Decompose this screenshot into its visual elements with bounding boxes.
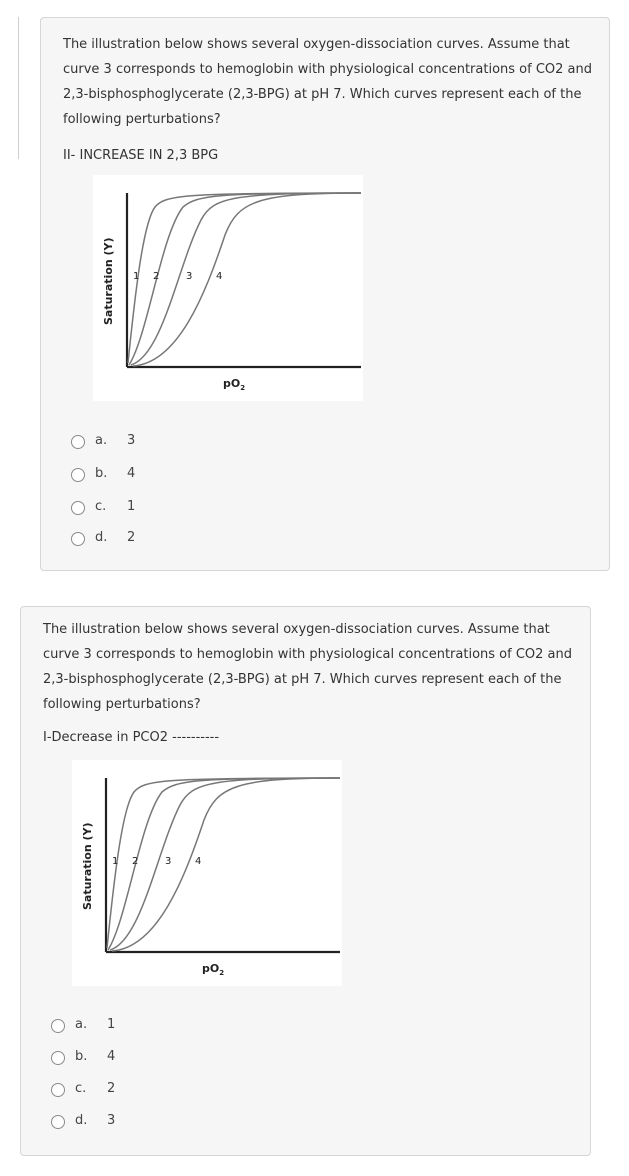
option-value: 1 bbox=[107, 1017, 116, 1032]
x-axis-label: $pO_2$ bbox=[223, 377, 246, 392]
question-line: The illustration below shows several oxygen-dissociation curves. Assume that bbox=[43, 622, 550, 637]
question-line: following perturbations? bbox=[63, 112, 221, 127]
answer-option-d[interactable] bbox=[51, 1112, 171, 1134]
left-border-line bbox=[18, 17, 19, 159]
answer-option-a[interactable] bbox=[51, 1016, 171, 1038]
question-line: 2,3-bisphosphoglycerate (2,3-BPG) at pH 7. Which curves represent each of the bbox=[63, 87, 582, 102]
curve-4 bbox=[112, 778, 340, 951]
radio-button[interactable] bbox=[71, 501, 85, 515]
x-axis-label: $pO_2$ bbox=[202, 962, 225, 977]
question-line: The illustration below shows several oxygen-dissociation curves. Assume that bbox=[63, 37, 570, 52]
option-value: 1 bbox=[127, 499, 136, 514]
curve-label: 4 bbox=[216, 271, 223, 282]
question-line: curve 3 corresponds to hemoglobin with physiological concentrations of CO2 and bbox=[63, 62, 592, 77]
option-letter: d. bbox=[95, 530, 108, 545]
radio-button[interactable] bbox=[51, 1051, 65, 1065]
curve-1 bbox=[107, 778, 340, 948]
radio-button[interactable] bbox=[71, 532, 85, 546]
question-line: curve 3 corresponds to hemoglobin with physiological concentrations of CO2 and bbox=[43, 647, 572, 662]
oxygen-dissociation-figure bbox=[93, 175, 363, 401]
option-letter: a. bbox=[75, 1017, 88, 1032]
question-line: 2,3-bisphosphoglycerate (2,3-BPG) at pH 7. Which curves represent each of the bbox=[43, 672, 562, 687]
question-card-2 bbox=[20, 606, 591, 1156]
option-value: 3 bbox=[107, 1113, 116, 1128]
question-prompt: I-Decrease in PCO2 ---------- bbox=[43, 730, 220, 745]
option-letter: d. bbox=[75, 1113, 88, 1128]
question-line: following perturbations? bbox=[43, 697, 201, 712]
option-letter: c. bbox=[95, 499, 107, 514]
answer-option-b[interactable] bbox=[71, 465, 191, 487]
curve-label: 1 bbox=[112, 856, 119, 867]
option-letter: b. bbox=[95, 466, 108, 481]
answer-option-c[interactable] bbox=[51, 1080, 171, 1102]
option-letter: b. bbox=[75, 1049, 88, 1064]
curve-label: 3 bbox=[165, 856, 172, 867]
y-axis-label: Saturation (Y) bbox=[81, 822, 94, 910]
radio-button[interactable] bbox=[71, 435, 85, 449]
answer-option-b[interactable] bbox=[51, 1048, 171, 1070]
question-prompt: II- INCREASE IN 2,3 BPG bbox=[63, 148, 219, 163]
curve-label: 1 bbox=[133, 271, 140, 282]
radio-button[interactable] bbox=[51, 1115, 65, 1129]
option-value: 4 bbox=[107, 1049, 116, 1064]
curve-label: 2 bbox=[153, 271, 160, 282]
curve-label: 2 bbox=[132, 856, 139, 867]
option-value: 2 bbox=[107, 1081, 116, 1096]
radio-button[interactable] bbox=[71, 468, 85, 482]
curve-label: 3 bbox=[186, 271, 193, 282]
dissociation-curves-svg bbox=[93, 175, 363, 401]
option-letter: c. bbox=[75, 1081, 87, 1096]
answer-option-a[interactable] bbox=[71, 432, 191, 454]
option-letter: a. bbox=[95, 433, 108, 448]
curve-1 bbox=[128, 193, 361, 363]
curve-4 bbox=[133, 193, 361, 366]
radio-button[interactable] bbox=[51, 1019, 65, 1033]
answer-option-d[interactable] bbox=[71, 529, 191, 551]
curve-3 bbox=[110, 778, 340, 950]
curve-2 bbox=[129, 193, 361, 365]
option-value: 2 bbox=[127, 530, 136, 545]
curve-3 bbox=[131, 193, 361, 365]
option-value: 4 bbox=[127, 466, 136, 481]
option-value: 3 bbox=[127, 433, 136, 448]
dissociation-curves-svg bbox=[72, 760, 342, 986]
oxygen-dissociation-figure bbox=[72, 760, 342, 986]
question-text bbox=[63, 32, 592, 132]
curve-label: 4 bbox=[195, 856, 202, 867]
answer-option-c[interactable] bbox=[71, 498, 191, 520]
y-axis-label: Saturation (Y) bbox=[102, 237, 115, 325]
radio-button[interactable] bbox=[51, 1083, 65, 1097]
question-text bbox=[43, 617, 572, 717]
question-card-1 bbox=[40, 17, 610, 571]
curve-2 bbox=[108, 778, 340, 950]
